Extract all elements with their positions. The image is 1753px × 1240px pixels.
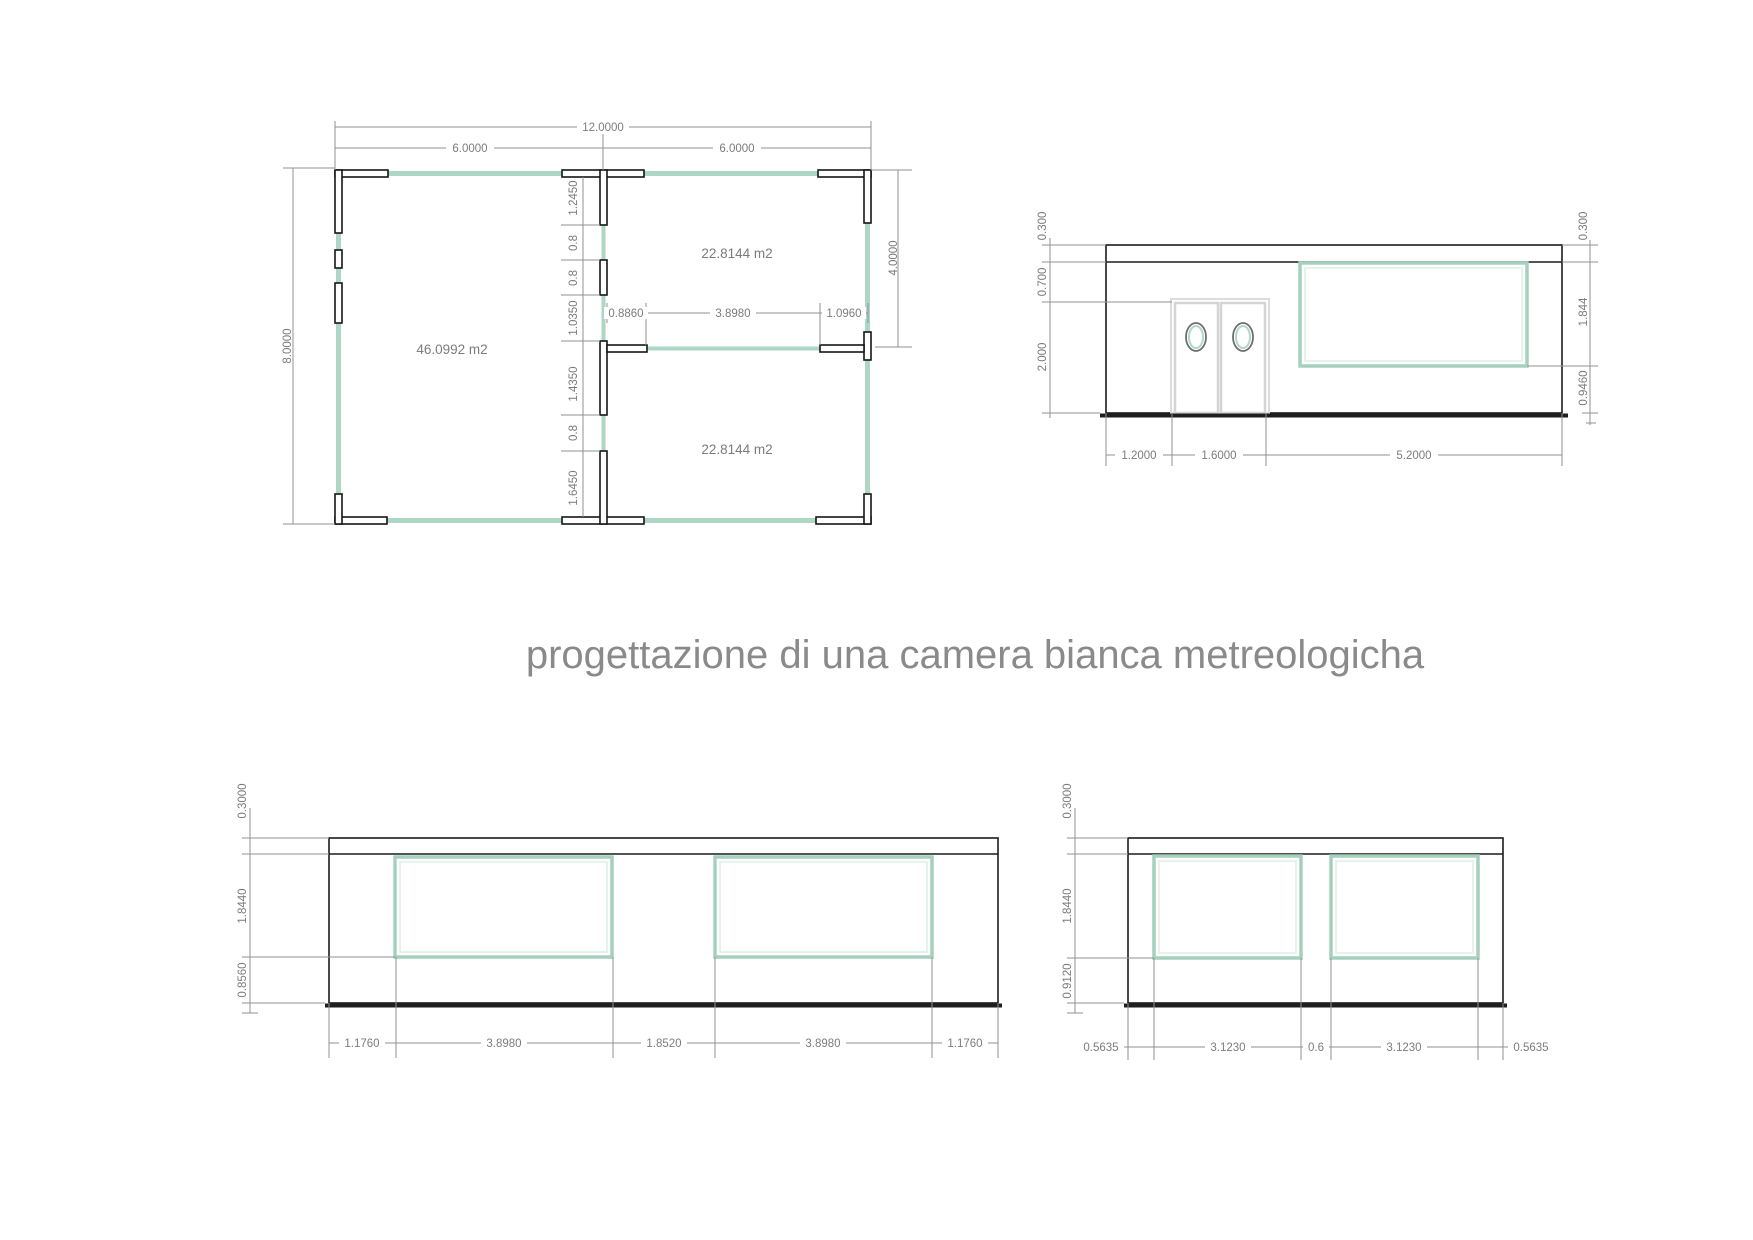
dim-label: 0.300 (1037, 211, 1050, 241)
window-glass (1331, 856, 1478, 958)
dim-label: 0.3000 (237, 783, 250, 819)
area-label-top-right-room: 22.8144 m2 (701, 246, 773, 261)
dim-label-right-room-height: 4.0000 (888, 240, 901, 276)
dim-label: 3.1230 (1210, 1042, 1246, 1055)
double-door (1171, 299, 1269, 413)
dim-label: 1.2000 (1121, 450, 1157, 463)
dim-label: 2.000 (1037, 342, 1050, 372)
dim-label-chain: 1.2450 (568, 180, 581, 216)
dim-label: 3.8980 (486, 1038, 522, 1051)
dim-label: 0.8560 (237, 962, 250, 998)
dim-label: 0.5635 (1513, 1042, 1549, 1055)
dim-label: 1.8440 (237, 888, 250, 924)
area-label-bottom-right-room: 22.8144 m2 (701, 442, 773, 457)
dim-label: 0.9120 (1062, 963, 1075, 999)
dim-label: 1.8440 (1062, 888, 1075, 924)
dim-label: 1.1760 (344, 1038, 380, 1051)
floor-plan (282, 120, 912, 524)
dim-label: 0.5635 (1083, 1042, 1119, 1055)
dim-label: 1.1760 (947, 1038, 983, 1051)
dim-label-chain: 1.0350 (568, 300, 581, 336)
dim-label-interior: 3.8980 (715, 308, 751, 321)
dim-label: 1.6000 (1201, 450, 1237, 463)
dim-label: 0.9460 (1578, 370, 1591, 406)
dim-label-interior: 0.8860 (608, 308, 644, 321)
dim-label-chain: 1.4350 (568, 366, 581, 402)
door-panel (1221, 303, 1265, 413)
window-glass (395, 857, 612, 957)
dim-label: 1.844 (1578, 297, 1591, 327)
dim-label-chain: 0.8 (568, 270, 581, 286)
door-panel (1175, 303, 1218, 413)
dim-label: 0.300 (1578, 211, 1591, 241)
side-elevation-short (1062, 783, 1554, 1060)
area-label-left-room: 46.0992 m2 (416, 342, 488, 357)
dim-label: 0.6 (1308, 1042, 1324, 1055)
dim-label-total-width: 12.0000 (582, 122, 624, 135)
window-glass (1300, 263, 1527, 366)
dim-label: 1.8520 (646, 1038, 682, 1051)
dim-label-chain: 0.8 (568, 425, 581, 441)
dim-label-half-left: 6.0000 (452, 143, 488, 156)
dim-label: 0.3000 (1062, 783, 1075, 819)
dim-label: 3.8980 (805, 1038, 841, 1051)
dim-label-chain: 0.8 (568, 235, 581, 251)
dim-label-interior: 1.0960 (826, 308, 862, 321)
side-elevation-long (237, 783, 1002, 1058)
dim-label: 3.1230 (1386, 1042, 1422, 1055)
drawing-title: progettazione di una camera bianca metreologicha (525, 633, 1425, 677)
dim-label: 5.2000 (1396, 450, 1432, 463)
window-glass (715, 857, 932, 957)
dim-label-half-right: 6.0000 (719, 143, 755, 156)
front-elevation (1037, 212, 1598, 466)
dim-label: 0.700 (1037, 267, 1050, 297)
plan-dimension-lines (283, 121, 912, 524)
dim-label-chain: 1.6450 (568, 470, 581, 506)
window-glass (1154, 856, 1301, 958)
dim-label-total-height: 8.0000 (282, 328, 295, 364)
